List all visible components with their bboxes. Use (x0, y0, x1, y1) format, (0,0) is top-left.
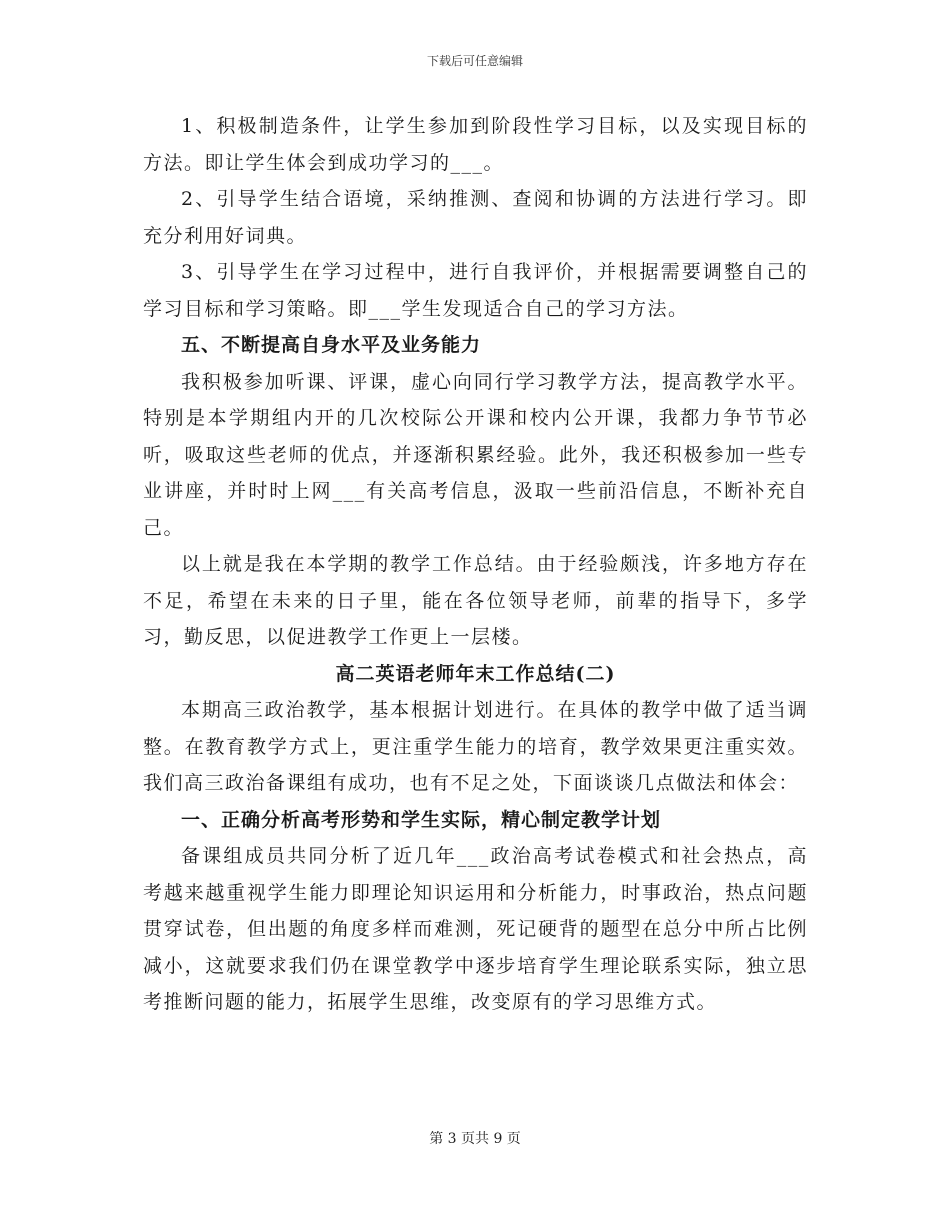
section-heading-5: 五、不断提高自身水平及业务能力 (181, 334, 482, 356)
paragraph-item-1: 1、积极制造条件，让学生参加到阶段性学习目标，以及实现目标的方法。即让学生体会到成功学习的___。 (143, 115, 808, 174)
section-5-body: 我积极参加听课、评课，虚心向同行学习教学方法，提高教学水平。特别是本学期组内开的几次校际公开课和校内公开课，我都力争节节必听，吸取这些老师的优点，并逐渐积累经验。此外，我还积极参加一些专业讲座，并时时上网___有关高考信息，汲取一些前沿信息，不断补充自己。 (143, 370, 808, 539)
page-footer: 第 3 页共 9 页 (429, 1131, 521, 1147)
paragraph-item-3: 3、引导学生在学习过程中，进行自我评价，并根据需要调整自己的学习目标和学习策略。即___学生发现适合自己的学习方法。 (143, 261, 808, 320)
conclusion-paragraph: 以上就是我在本学期的教学工作总结。由于经验颇浅，许多地方存在不足，希望在未来的日子里，能在各位领导老师，前辈的指导下，多学习，勤反思，以促进教学工作更上一层楼。 (143, 553, 808, 648)
part-2-heading-1: 一、正确分析高考形势和学生实际，精心制定教学计划 (181, 808, 662, 831)
part-2-title: 高二英语老师年末工作总结(二) (335, 662, 616, 685)
document-body (143, 108, 808, 1021)
part-2-intro: 本期高三政治教学，基本根据计划进行。在具体的教学中做了适当调整。在教育教学方式上，更注重学生能力的培育，教学效果更注重实效。我们高三政治备课组有成功，也有不足之处，下面谈谈几点做法和体会： (143, 699, 808, 794)
part-2-body-1: 备课组成员共同分析了近几年___政治高考试卷模式和社会热点，高考越来越重视学生能力即理论知识运用和分析能力，时事政治，热点问题贯穿试卷，但出题的角度多样而难测，死记硬背的题型在总分中所占比例减小，这就要求我们仍在课堂教学中逐步培育学生理论联系实际，独立思考推断问题的能力，拓展学生思维，改变原有的学习思维方式。 (143, 845, 808, 1013)
paragraph-item-2: 2、引导学生结合语境，采纳推测、查阅和协调的方法进行学习。即充分利用好词典。 (143, 188, 808, 247)
page-header: 下载后可任意编辑 (426, 54, 523, 68)
